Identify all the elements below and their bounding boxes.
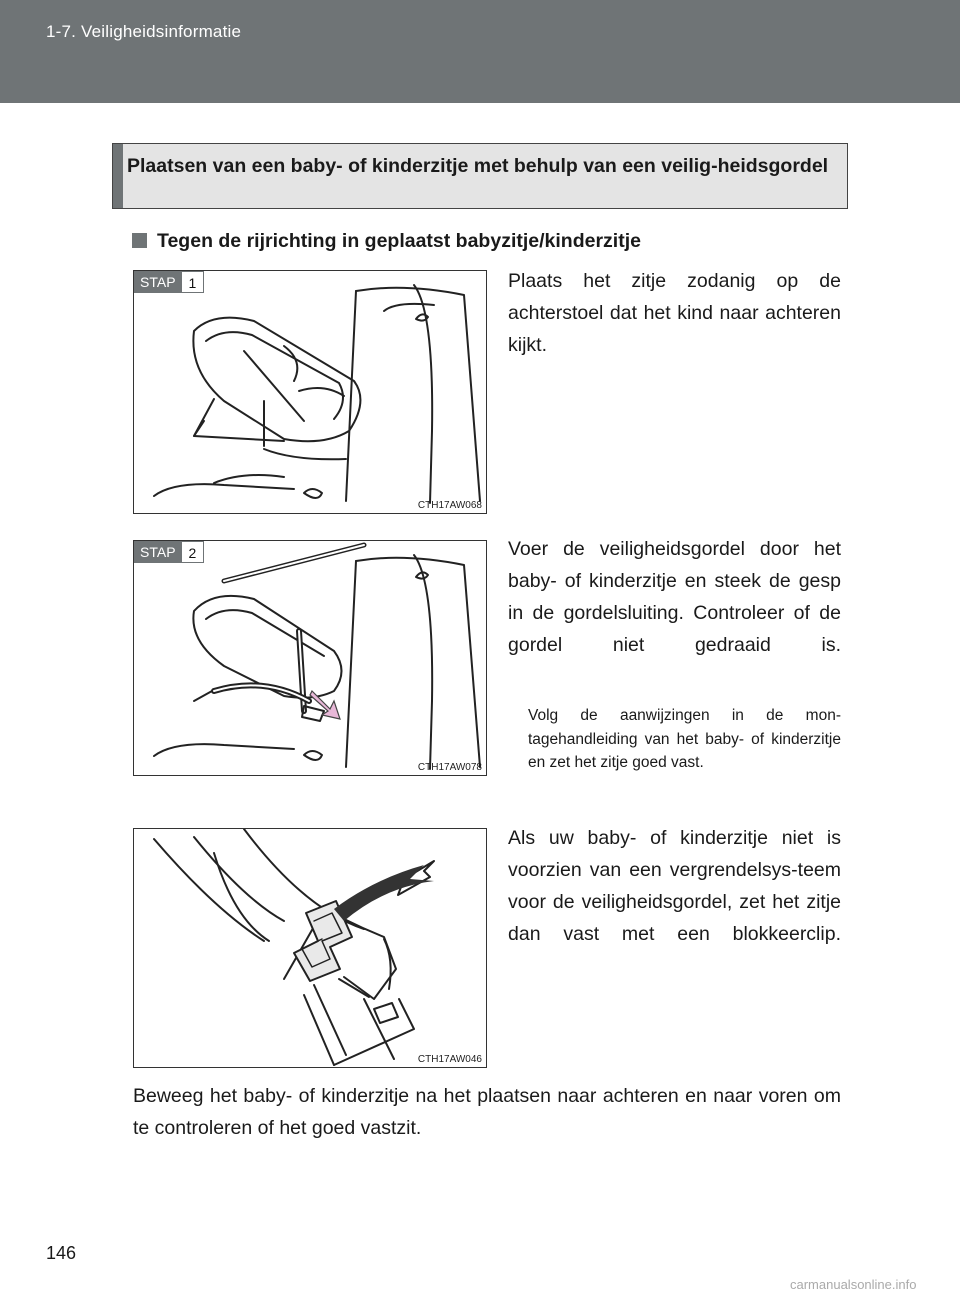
step-1-text: Plaats het zitje zodanig op de achterstoel dat het kind naar achteren kijkt. — [508, 270, 841, 356]
locking-clip-illustration — [134, 829, 487, 1068]
figure-code: CTH17AW078 — [417, 762, 482, 773]
page-header — [0, 0, 960, 103]
belt-routing-illustration — [134, 541, 487, 776]
watermark: carmanualsonline.info — [790, 1277, 917, 1292]
step-2-note: Volg de aanwijzingen in de mon-tagehandleiding van het baby- of kinderzitje en zet het zitje goed vast. — [528, 707, 841, 771]
figure-step-1 — [133, 270, 487, 514]
rear-facing-seat-illustration — [134, 271, 487, 514]
step-badge: STAP 1 — [134, 271, 204, 293]
figure-code: CTH17AW068 — [417, 500, 482, 511]
closing-text: Beweeg het baby- of kinderzitje na het plaatsen naar achteren en naar voren om te controleren of het goed vastzit. — [133, 1085, 841, 1139]
page-number: 146 — [46, 1243, 77, 1263]
locking-clip-text: Als uw baby- of kinderzitje niet is voorzien van een vergrendelsys-teem voor de veiligheidsgordel, zet het zitje dan vast met een blokkeerclip. — [508, 827, 841, 945]
step-badge: STAP 2 — [134, 541, 204, 563]
figure-locking-clip — [133, 828, 487, 1068]
step-2-text: Voer de veiligheidsgordel door het baby- of kinderzitje en steek de gesp in de gordelsluiting. Controleer of de gordel niet gedraaid is. — [508, 538, 841, 656]
chapter-title: 1-7. Veiligheidsinformatie — [46, 22, 242, 41]
subheading: Tegen de rijrichting in geplaatst babyzitje/kinderzitje — [132, 230, 641, 253]
section-title: Plaatsen van een baby- of kinderzitje met behulp van een veilig-heidsgordel — [127, 155, 829, 177]
section-title-box — [112, 143, 848, 209]
figure-code: CTH17AW046 — [417, 1054, 482, 1065]
callout-arrow-icon — [334, 865, 434, 921]
figure-step-2 — [133, 540, 487, 776]
square-bullet-icon — [132, 233, 147, 248]
